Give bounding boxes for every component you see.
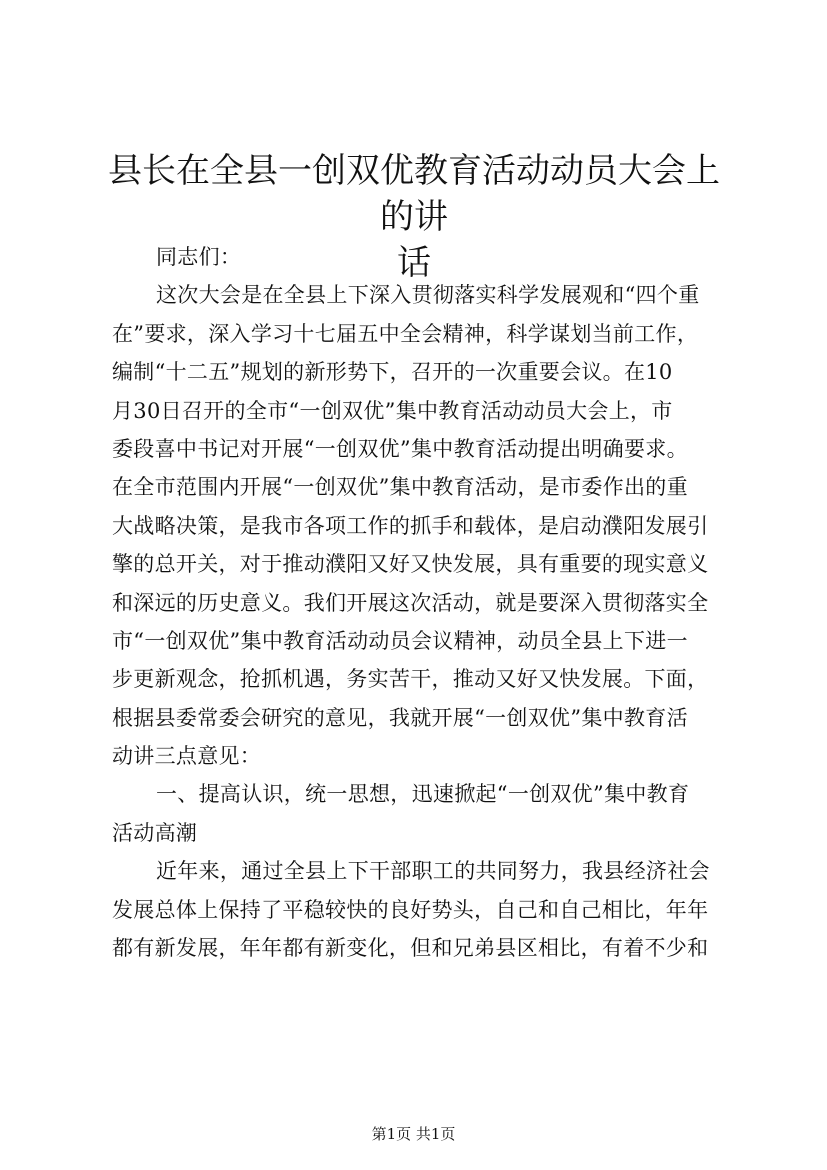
body-line: 月30日召开的全市“一创双优”集中教育活动动员大会上，市	[112, 398, 673, 423]
body-line: 步更新观念，抢抓机遇，务实苦干，推动又好又快发展。下面，	[112, 667, 709, 692]
body-line: 根据县委常委会研究的意见，我就开展“一创双优”集中教育活	[112, 705, 688, 730]
body-line: 近年来，通过全县上下干部职工的共同努力，我县经济社会	[156, 859, 710, 884]
body-line: 这次大会是在全县上下深入贯彻落实科学发展观和“四个重	[156, 283, 700, 308]
body-line: 委段喜中书记对开展“一创双优”集中教育活动提出明确要求。	[112, 436, 688, 461]
body-line: 动讲三点意见：	[112, 744, 262, 769]
body-line: 都有新发展，年年都有新变化，但和兄弟县区相比，有着不少和	[112, 936, 709, 961]
body-line: 编制“十二五”规划的新形势下，召开的一次重要会议。在10	[112, 360, 673, 385]
body-line: 在”要求，深入学习十七届五中全会精神，科学谋划当前工作，	[112, 321, 699, 346]
body-line: 市“一创双优”集中教育活动动员会议精神，动员全县上下进一	[112, 628, 688, 653]
body-line: 发展总体上保持了平稳较快的良好势头，自己和自己相比，年年	[112, 897, 709, 922]
body-line: 擎的总开关，对于推动濮阳又好又快发展，具有重要的现实意义	[112, 552, 709, 577]
section-heading: 一、提高认识，统一思想，迅速掀起“一创双优”集中教育	[156, 782, 690, 807]
section-heading-continued: 活动高潮	[112, 820, 198, 845]
title-line-1: 县长在全县一创双优教育活动动员大会上的讲	[108, 151, 720, 237]
salutation: 同志们：	[156, 245, 242, 269]
body-line: 在全市范围内开展“一创双优”集中教育活动，是市委作出的重	[112, 475, 688, 500]
body-line: 和深远的历史意义。我们开展这次活动，就是要深入贯彻落实全	[112, 590, 709, 615]
title-line-2: 话	[397, 243, 431, 283]
document-body	[112, 238, 732, 967]
page-number-footer: 第1页 共1页	[371, 1125, 456, 1143]
body-line: 大战略决策，是我市各项工作的抓手和载体，是启动濮阳发展引	[112, 513, 709, 538]
